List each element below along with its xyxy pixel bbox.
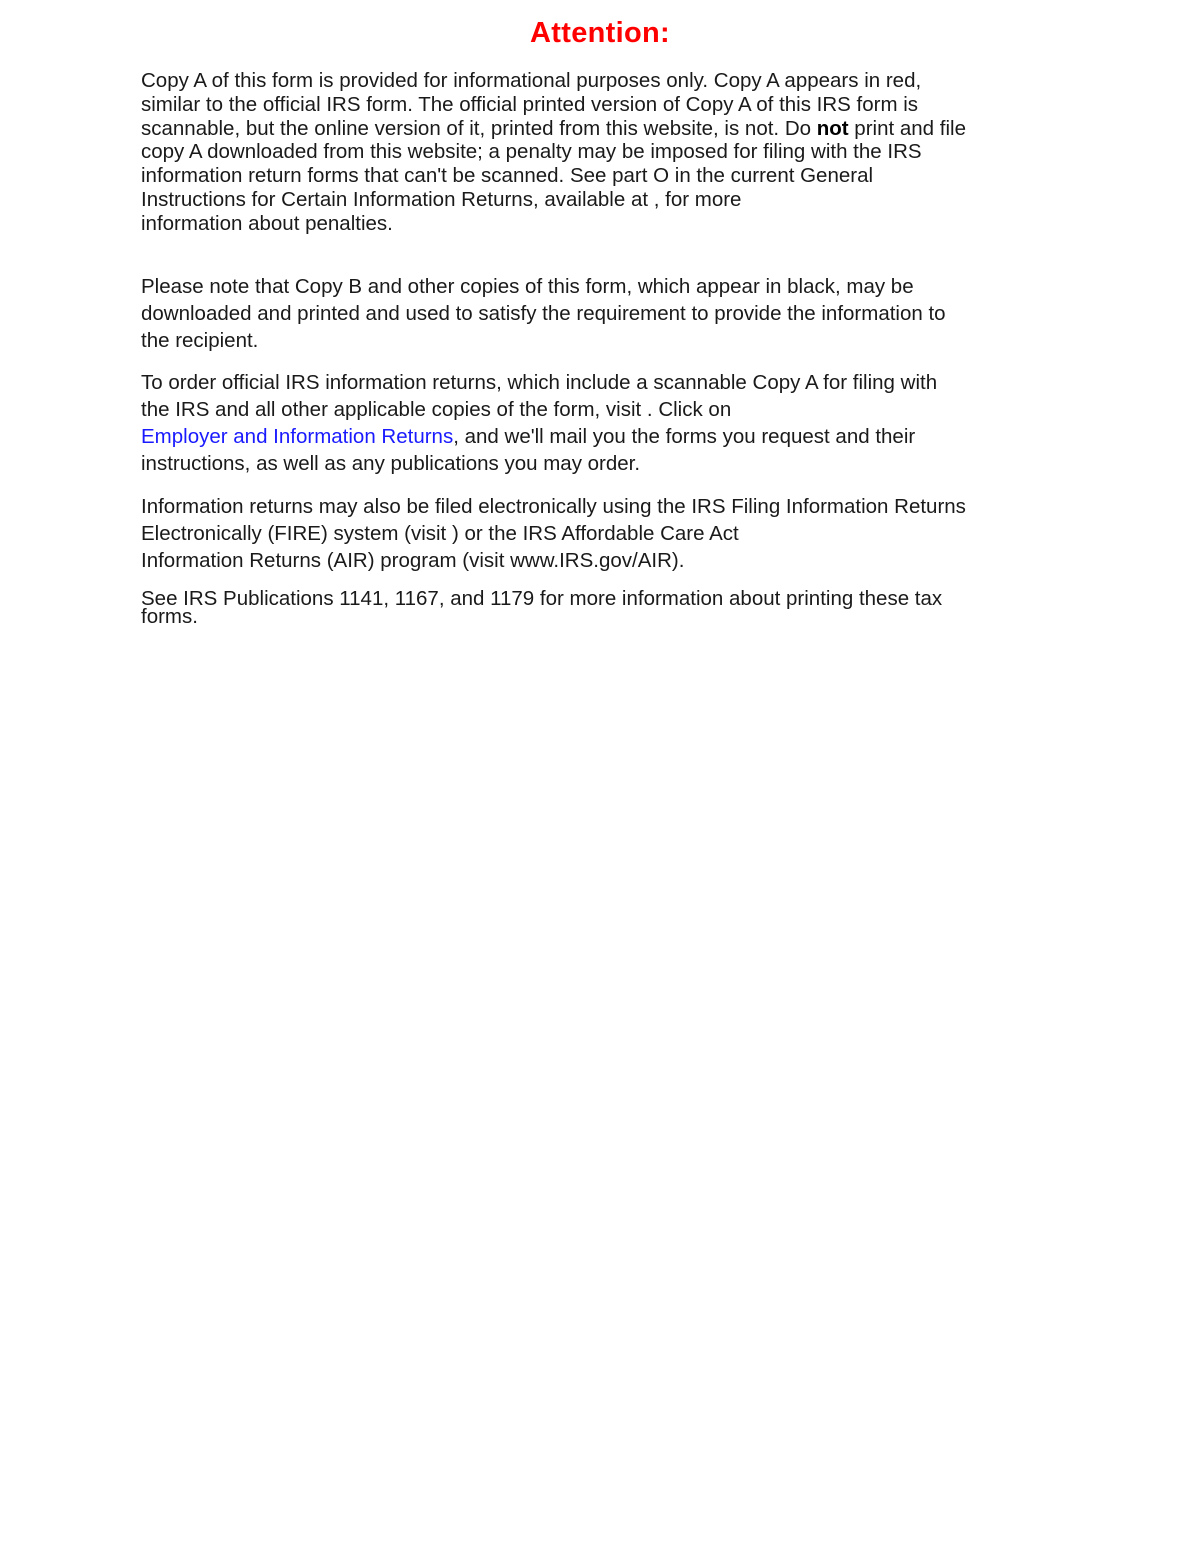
copy-b-line: the recipient. — [141, 329, 259, 352]
electronic-filing-line: Electronically (FIRE) system (visit ) or the IRS Affordable Care Act — [141, 522, 739, 545]
publications-line: forms. — [141, 605, 198, 628]
copy-b-paragraph — [141, 273, 1061, 354]
employer-information-returns-link[interactable]: Employer and Information Returns — [141, 425, 454, 448]
copy-a-notice-line: Instructions for Certain Information Returns, available at , for more — [141, 187, 742, 211]
order-forms-line: the IRS and all other applicable copies of the form, visit . Click on — [141, 398, 732, 421]
copy-a-notice-line: information about penalties. — [141, 211, 393, 235]
electronic-filing-line: Information returns may also be filed electronically using the IRS Filing Information Returns — [141, 495, 966, 518]
publications-paragraph — [141, 587, 1061, 628]
electronic-filing-line: Information Returns (AIR) program (visit www.IRS.gov/AIR). — [141, 549, 685, 572]
not-emphasis: not — [816, 116, 849, 140]
copy-a-notice-line — [141, 117, 1061, 141]
copy-a-notice-paragraph — [141, 69, 1061, 236]
order-forms-line — [141, 423, 1061, 450]
attention-heading: Attention: — [530, 17, 670, 49]
order-forms-text: , and we'll mail you the forms you request and their — [453, 425, 916, 448]
copy-a-notice-line: information return forms that can't be scanned. See part O in the current General — [141, 164, 874, 188]
publications-line: See IRS Publications 1141, 1167, and 1179 for more information about printing these tax — [141, 587, 943, 610]
electronic-filing-paragraph — [141, 493, 1061, 574]
order-forms-line: instructions, as well as any publications you may order. — [141, 452, 641, 475]
copy-a-notice-line: Copy A of this form is provided for informational purposes only. Copy A appears in red, — [141, 69, 922, 92]
notice-text: scannable, but the online version of it, printed from this website, is not. Do — [141, 116, 817, 140]
notice-text: print and file — [848, 116, 966, 140]
copy-a-notice-line: similar to the official IRS form. The official printed version of Copy A of this IRS form is — [141, 92, 919, 116]
copy-b-line: Please note that Copy B and other copies of this form, which appear in black, may be — [141, 275, 914, 298]
copy-a-notice-line: copy A downloaded from this website; a penalty may be imposed for filing with the IRS — [141, 140, 922, 164]
order-forms-paragraph — [141, 369, 1061, 477]
copy-b-line: downloaded and printed and used to satisfy the requirement to provide the information to — [141, 302, 946, 325]
order-forms-line: To order official IRS information returns, which include a scannable Copy A for filing with — [141, 371, 938, 394]
